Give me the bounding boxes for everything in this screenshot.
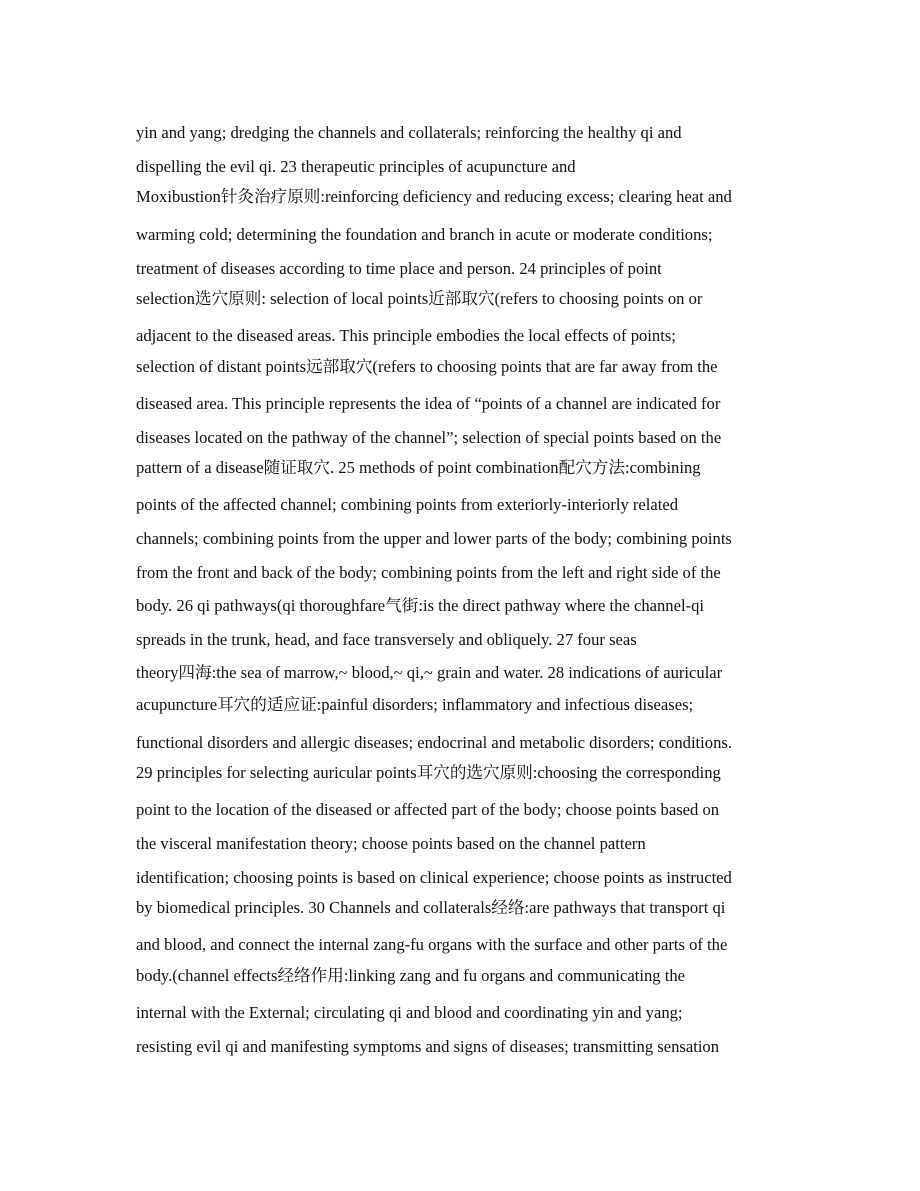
text-line: channels; combining points from the upper and lower parts of the body; combining points bbox=[136, 529, 732, 548]
text-line: body.(channel effects经络作用:linking zang and fu organs and communicating the bbox=[136, 966, 685, 985]
text-line: 29 principles for selecting auricular points耳穴的选穴原则:choosing the corresponding bbox=[136, 763, 721, 782]
text-line: identification; choosing points is based on clinical experience; choose points as instructed bbox=[136, 868, 732, 887]
text-line: theory四海:the sea of marrow,~ blood,~ qi,~ grain and water. 28 indications of auricular bbox=[136, 663, 723, 682]
text-line: body. 26 qi pathways(qi thoroughfare气街:is the direct pathway where the channel-qi bbox=[136, 596, 705, 615]
text-line: functional disorders and allergic diseases; endocrinal and metabolic disorders; conditions. bbox=[136, 733, 732, 752]
text-line: selection选穴原则: selection of local points近部取穴(refers to choosing points on or bbox=[136, 289, 703, 308]
text-line: resisting evil qi and manifesting symptoms and signs of diseases; transmitting sensation bbox=[136, 1037, 720, 1056]
text-line: Moxibustion针灸治疗原则:reinforcing deficiency and reducing excess; clearing heat and bbox=[136, 187, 732, 206]
text-line: internal with the External; circulating qi and blood and coordinating yin and yang; bbox=[136, 1003, 683, 1022]
text-line: diseases located on the pathway of the channel”; selection of special points based on the bbox=[136, 428, 722, 447]
text-line: and blood, and connect the internal zang-fu organs with the surface and other parts of the bbox=[136, 935, 728, 954]
text-line: selection of distant points远部取穴(refers to choosing points that are far away from the bbox=[136, 357, 718, 376]
text-line: warming cold; determining the foundation and branch in acute or moderate conditions; bbox=[136, 225, 713, 244]
text-line: point to the location of the diseased or affected part of the body; choose points based on bbox=[136, 800, 720, 819]
text-line: diseased area. This principle represents the idea of “points of a channel are indicated for bbox=[136, 394, 721, 413]
text-line: adjacent to the diseased areas. This principle embodies the local effects of points; bbox=[136, 326, 676, 345]
text-line: dispelling the evil qi. 23 therapeutic principles of acupuncture and bbox=[136, 157, 576, 176]
text-line: yin and yang; dredging the channels and collaterals; reinforcing the healthy qi and bbox=[136, 123, 682, 142]
text-line: the visceral manifestation theory; choose points based on the channel pattern bbox=[136, 834, 646, 853]
text-line: treatment of diseases according to time place and person. 24 principles of point bbox=[136, 259, 662, 278]
text-line: from the front and back of the body; combining points from the left and right side of the bbox=[136, 563, 721, 582]
text-line: acupuncture耳穴的适应证:painful disorders; inflammatory and infectious diseases; bbox=[136, 695, 694, 714]
text-line: spreads in the trunk, head, and face transversely and obliquely. 27 four seas bbox=[136, 630, 637, 649]
text-line: pattern of a disease随证取穴. 25 methods of point combination配穴方法:combining bbox=[136, 458, 701, 477]
text-line: points of the affected channel; combining points from exteriorly-interiorly related bbox=[136, 495, 679, 514]
text-line: by biomedical principles. 30 Channels and collaterals经络:are pathways that transport qi bbox=[136, 898, 726, 917]
